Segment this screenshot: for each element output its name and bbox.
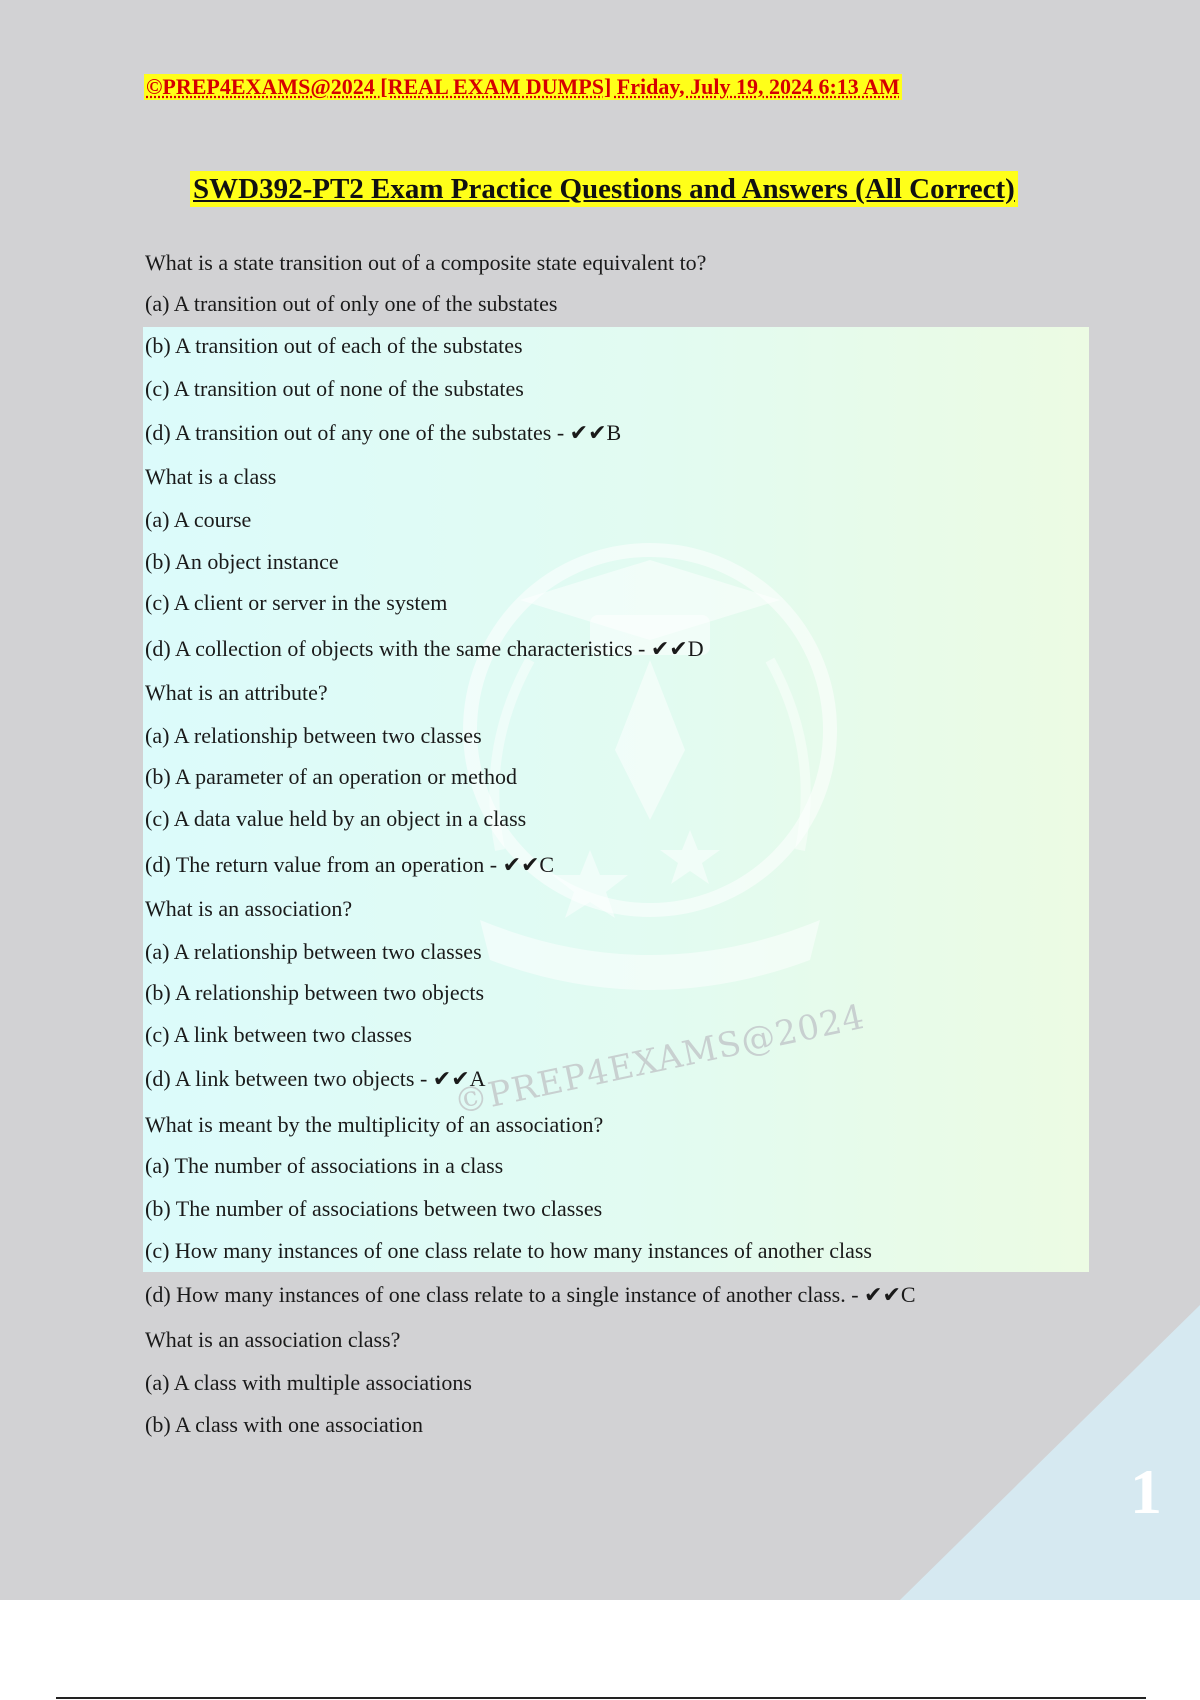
page-number: 1 xyxy=(1130,1456,1162,1527)
answer-option: (b) A relationship between two objects xyxy=(145,980,485,1005)
page-title: SWD392-PT2 Exam Practice Questions and Answers (All Correct) xyxy=(190,171,1018,207)
answer-option: (a) A course xyxy=(145,507,252,532)
answer-option: (c) A link between two classes xyxy=(145,1022,412,1047)
answer-option: (a) A relationship between two classes xyxy=(145,939,482,964)
question-text: What is an association class? xyxy=(145,1327,401,1352)
answer-option: (b) A class with one association xyxy=(145,1412,424,1437)
answer-option: (a) A relationship between two classes xyxy=(145,723,482,748)
answer-option: (b) The number of associations between two classes xyxy=(145,1196,603,1221)
answer-option: (c) How many instances of one class relate to how many instances of another class xyxy=(145,1238,872,1263)
answer-option: (c) A transition out of none of the substates xyxy=(145,376,524,401)
question-text: What is an association? xyxy=(145,896,353,921)
question-text: What is a state transition out of a composite state equivalent to? xyxy=(145,250,707,275)
question-text: What is a class xyxy=(145,464,277,489)
answer-option-with-key: (d) A link between two objects - ✔✔A xyxy=(145,1066,486,1091)
answer-option: (c) A data value held by an object in a class xyxy=(145,806,527,831)
answer-option: (c) A client or server in the system xyxy=(145,590,448,615)
answer-option: (a) The number of associations in a class xyxy=(145,1153,504,1178)
answer-option: (a) A transition out of only one of the substates xyxy=(145,291,558,316)
answer-option: (a) A class with multiple associations xyxy=(145,1370,472,1395)
watermark-text: ©PREP4EXAMS@2024 xyxy=(450,996,869,1124)
answer-option-with-key: (d) A transition out of any one of the substates - ✔✔B xyxy=(145,420,622,445)
answer-option: (b) A transition out of each of the substates xyxy=(145,333,523,358)
answer-option-with-key: (d) A collection of objects with the same characteristics - ✔✔D xyxy=(145,636,704,661)
answer-option-with-key: (d) How many instances of one class relate to a single instance of another class. - ✔✔C xyxy=(145,1282,916,1307)
question-text: What is meant by the multiplicity of an association? xyxy=(145,1112,604,1137)
header-watermark-line: ©PREP4EXAMS@2024 [REAL EXAM DUMPS] Friday, July 19, 2024 6:13 AM xyxy=(146,74,900,99)
graduation-cap-emblem-watermark xyxy=(440,520,860,1000)
answer-option: (b) A parameter of an operation or method xyxy=(145,764,518,789)
answer-option: (b) An object instance xyxy=(145,549,339,574)
question-text: What is an attribute? xyxy=(145,680,328,705)
answer-option-with-key: (d) The return value from an operation - ✔✔C xyxy=(145,852,555,877)
page-divider xyxy=(56,1697,1146,1699)
